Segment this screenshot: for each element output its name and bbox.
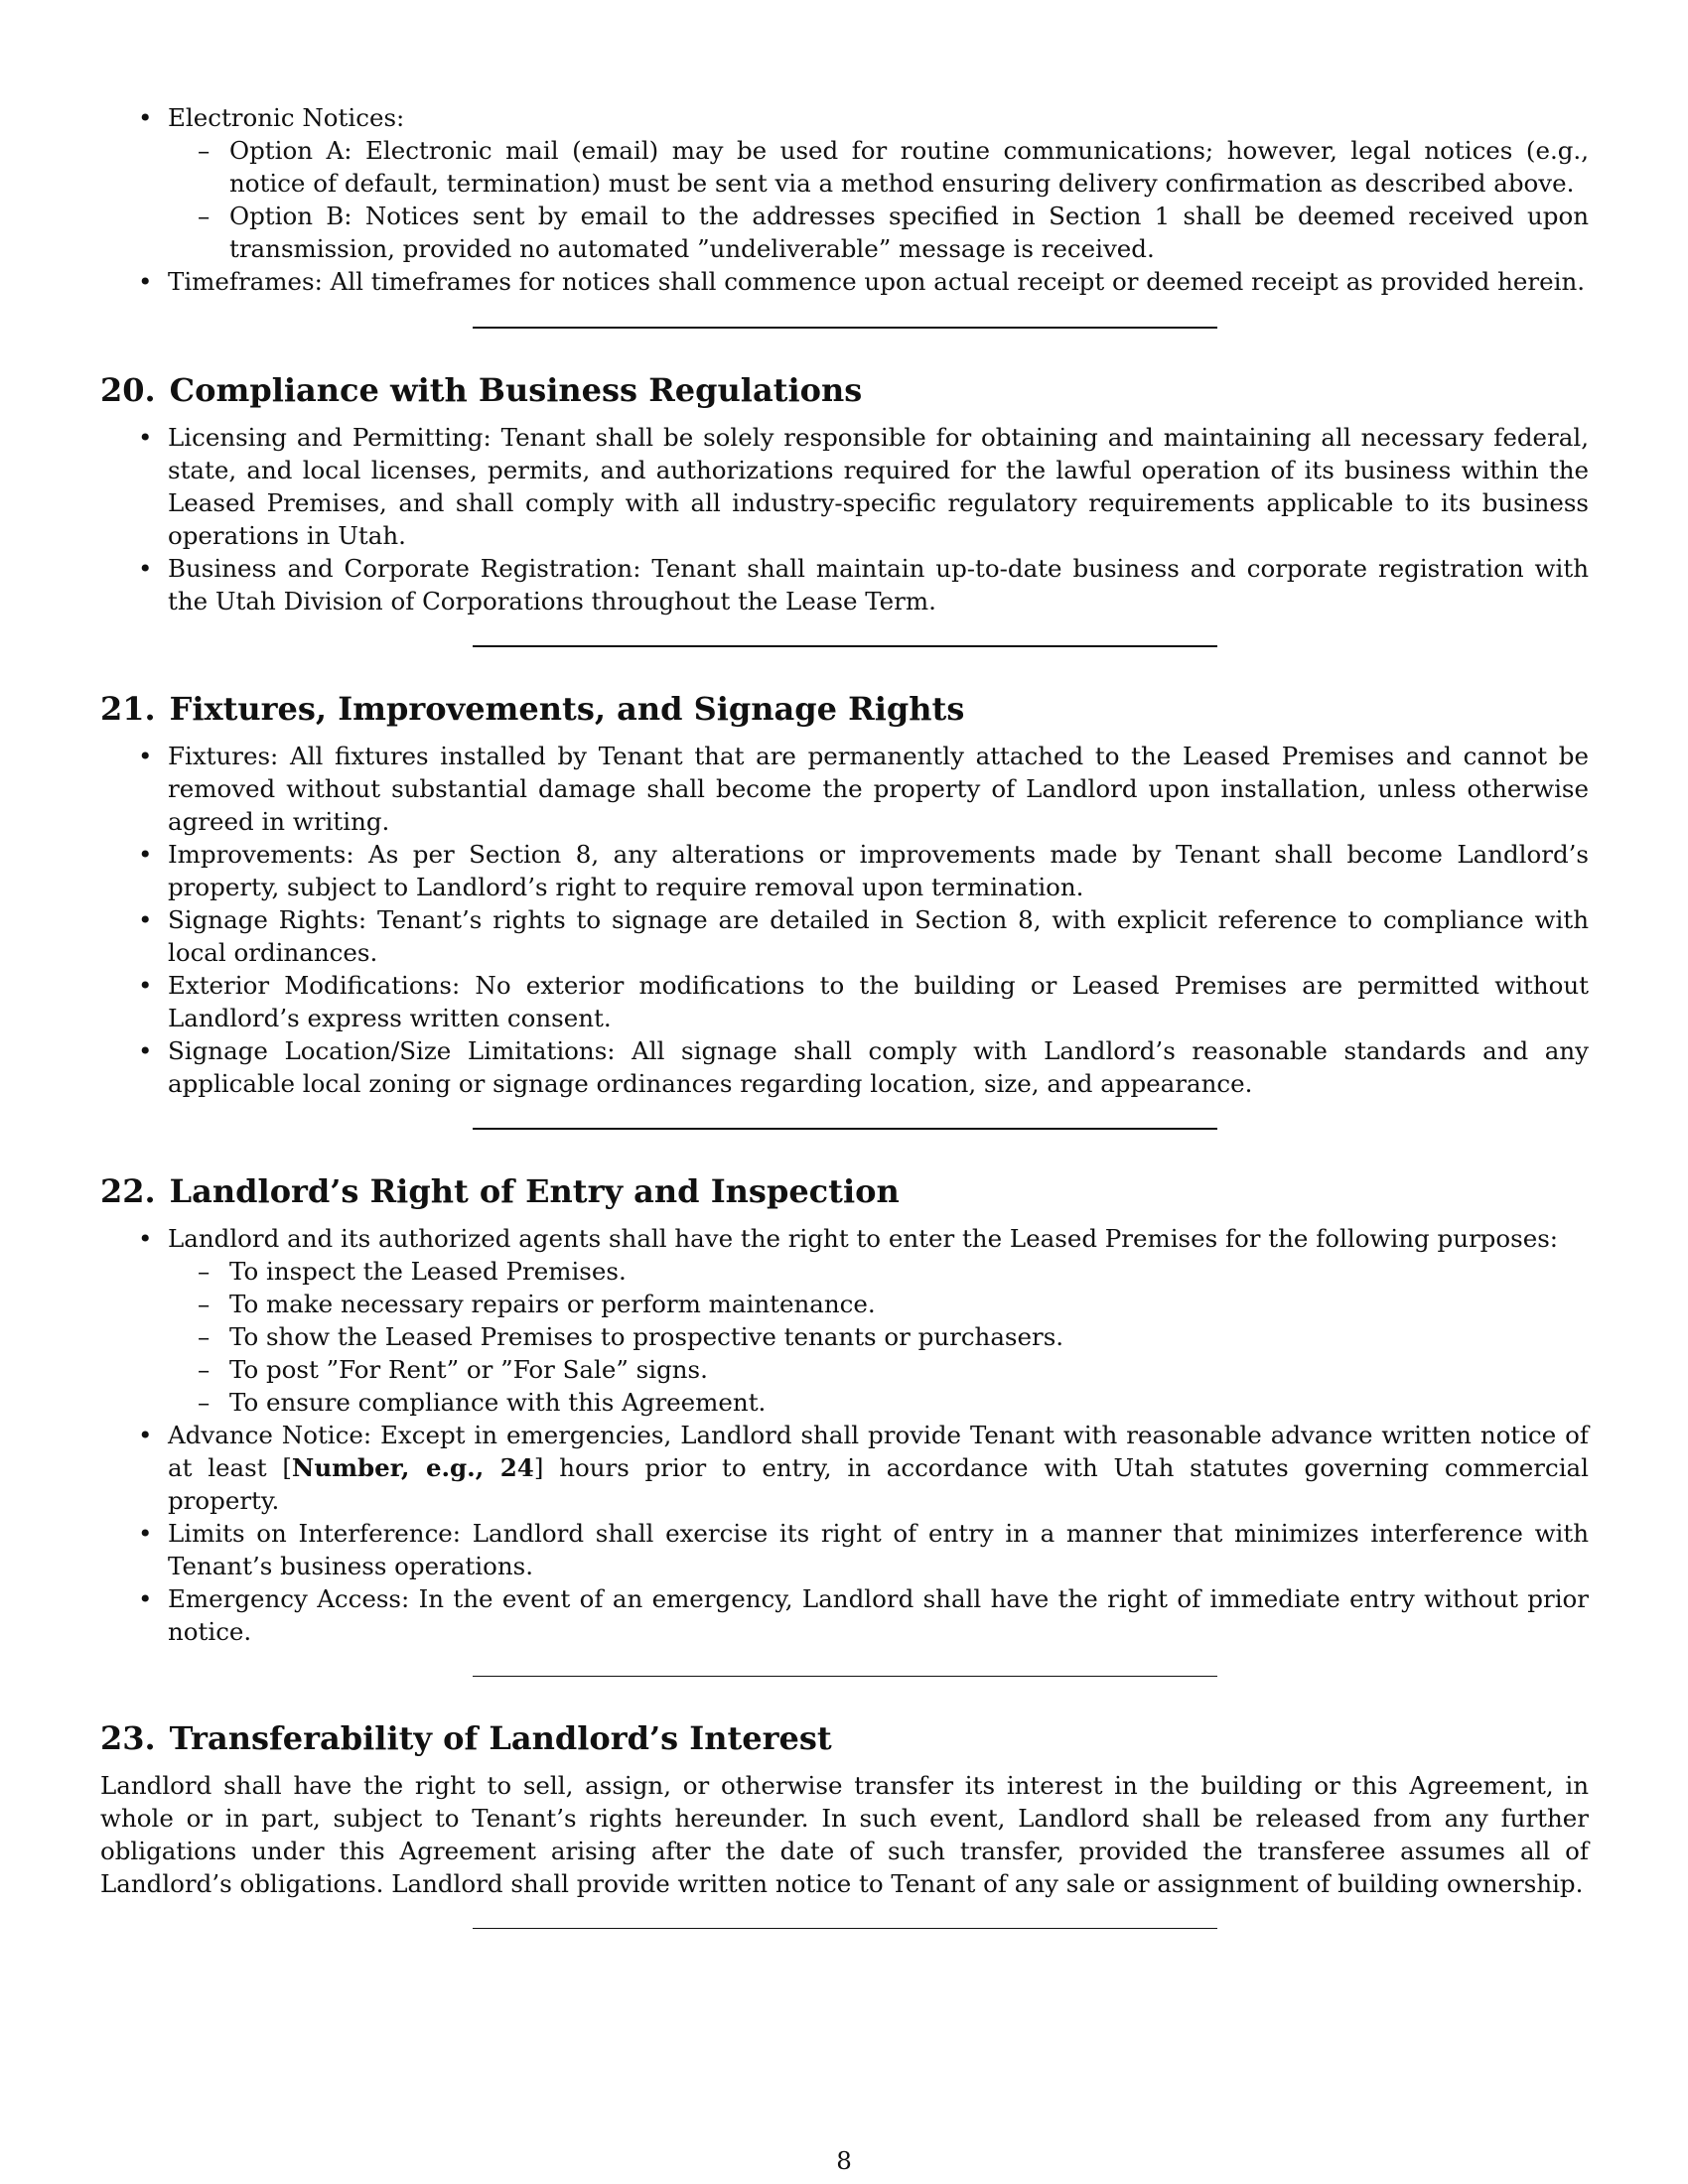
purpose-item: – To show the Leased Premises to prospective tenants or purchasers.: [168, 1320, 1589, 1353]
advance-notice-item: [100, 1419, 1589, 1517]
advance-notice-text-end: ] hours prior to entry, in accordance with Utah statutes governing commercial property.: [168, 1453, 1589, 1515]
entry-intro: Landlord and its authorized agents shall have the right to enter the Leased Premises for the following purposes:: [168, 1224, 1559, 1253]
section-23-heading: [100, 1718, 1589, 1758]
list-item: • Exterior Modifications: No exterior modifications to the building or Leased Premises are permitted without Landlord’s express written consent.: [100, 969, 1589, 1034]
section-number: 22.: [100, 1172, 156, 1210]
option-b: – Option B: Notices sent by email to the addresses specified in Section 1 shall be deemed received upon transmission, provided no automated ”undeliverable” message is received.: [168, 200, 1589, 265]
section-21-list: [100, 740, 1589, 1100]
list-item: • Emergency Access: In the event of an emergency, Landlord shall have the right of immediate entry without prior notice.: [100, 1582, 1589, 1648]
page-number: 8: [836, 2146, 852, 2175]
section-divider: [473, 1928, 1217, 1929]
purpose-item: – To post ”For Rent” or ”For Sale” signs.: [168, 1353, 1589, 1386]
entry-purposes-list: [168, 1255, 1589, 1419]
advance-notice-text: Advance Notice: Except in emergencies, Landlord shall provide Tenant with reasonable advance written notice of at least [: [168, 1421, 1589, 1482]
section-number: 23.: [100, 1719, 156, 1757]
purpose-item: – To ensure compliance with this Agreement.: [168, 1386, 1589, 1419]
timeframes-item: • Timeframes: All timeframes for notices shall commence upon actual receipt or deemed receipt as provided herein.: [100, 265, 1589, 298]
list-item: • Licensing and Permitting: Tenant shall be solely responsible for obtaining and maintaining all necessary federal, state, and local licenses, permits, and authorizations required for the lawful operation of its business within the Leased Premises, and shall comply with all industry-specific regulatory requirements applicable to its business operations in Utah.: [100, 421, 1589, 552]
section-20-heading: [100, 370, 1589, 410]
list-item: • Signage Location/Size Limitations: All signage shall comply with Landlord’s reasonable standards and any applicable local zoning or signage ordinances regarding location, size, and appearance.: [100, 1034, 1589, 1100]
section-number: 21.: [100, 690, 156, 728]
section-20-list: [100, 421, 1589, 617]
electronic-options-list: [168, 134, 1589, 265]
notices-list: [100, 101, 1589, 298]
list-item: • Signage Rights: Tenant’s rights to signage are detailed in Section 8, with explicit reference to compliance with local ordinances.: [100, 903, 1589, 969]
list-item: • Improvements: As per Section 8, any alterations or improvements made by Tenant shall become Landlord’s property, subject to Landlord’s right to require removal upon termination.: [100, 838, 1589, 903]
electronic-notices-label: Electronic Notices:: [168, 103, 405, 132]
section-22-heading: [100, 1171, 1589, 1211]
document-page: [100, 101, 1589, 1929]
list-item: [100, 1222, 1589, 1419]
section-title: Landlord’s Right of Entry and Inspection: [169, 1172, 900, 1210]
list-item: • Business and Corporate Registration: Tenant shall maintain up-to-date business and corporate registration with the Utah Division of Corporations throughout the Lease Term.: [100, 552, 1589, 617]
section-number: 20.: [100, 371, 156, 409]
purpose-item: – To inspect the Leased Premises.: [168, 1255, 1589, 1288]
list-item: • Fixtures: All fixtures installed by Tenant that are permanently attached to the Leased Premises and cannot be removed without substantial damage shall become the property of Landlord upon installation, unless otherwise agreed in writing.: [100, 740, 1589, 838]
placeholder-field: Number, e.g., 24: [291, 1453, 534, 1482]
section-title: Compliance with Business Regulations: [169, 371, 863, 409]
list-item: • Limits on Interference: Landlord shall exercise its right of entry in a manner that minimizes interference with Tenant’s business operations.: [100, 1517, 1589, 1582]
section-23-body: Landlord shall have the right to sell, assign, or otherwise transfer its interest in the building or this Agreement, in whole or in part, subject to Tenant’s rights hereunder. In such event, Landlord shall be released from any further obligations under this Agreement arising after the date of such transfer, provided the transferee assumes all of Landlord’s obligations. Landlord shall provide written notice to Tenant of any sale or assignment of building ownership.: [100, 1771, 1589, 1898]
option-a: – Option A: Electronic mail (email) may be used for routine communications; however, legal notices (e.g., notice of default, termination) must be sent via a method ensuring delivery confirmation as described above.: [168, 134, 1589, 200]
section-title: Fixtures, Improvements, and Signage Rights: [169, 690, 965, 728]
section-title: Transferability of Landlord’s Interest: [169, 1719, 832, 1757]
section-21-heading: [100, 689, 1589, 729]
purpose-item: – To make necessary repairs or perform maintenance.: [168, 1288, 1589, 1320]
section-22-list: [100, 1222, 1589, 1648]
list-item: [100, 101, 1589, 265]
